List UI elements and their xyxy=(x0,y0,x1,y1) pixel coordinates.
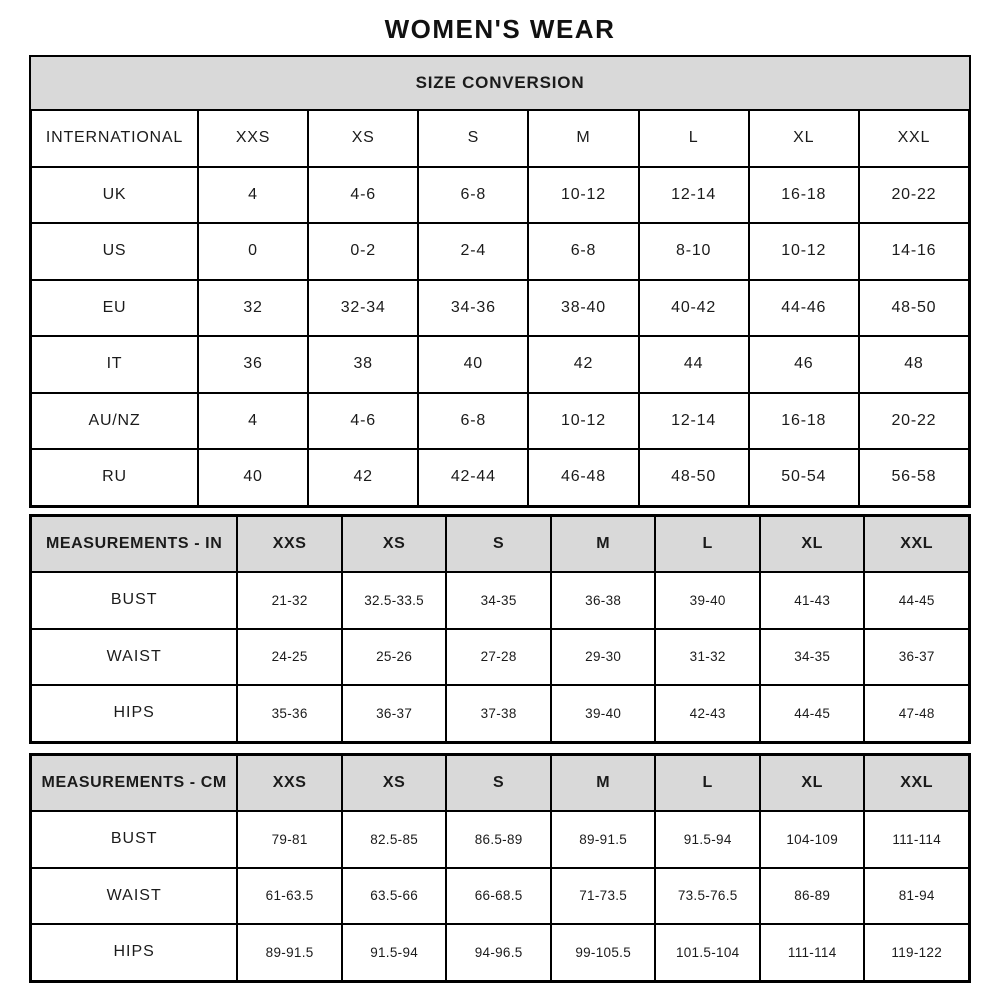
table-cell: 16-18 xyxy=(749,393,859,450)
column-header: M xyxy=(551,516,656,573)
table-cell: 25-26 xyxy=(342,629,447,686)
row-label: RU xyxy=(31,449,198,506)
table-cell: 2-4 xyxy=(418,223,528,280)
table-cell: 99-105.5 xyxy=(551,924,656,981)
table-cell: 37-38 xyxy=(446,685,551,742)
table-cell: 32-34 xyxy=(308,280,418,337)
table-cell: 66-68.5 xyxy=(446,868,551,925)
column-header: XXL xyxy=(864,755,969,812)
table-cell: 42 xyxy=(528,336,638,393)
measurements-cm-table xyxy=(29,753,971,983)
column-header: INTERNATIONAL xyxy=(31,110,198,167)
table-header-row xyxy=(31,755,969,812)
table-cell: 46 xyxy=(749,336,859,393)
table-cell: 44 xyxy=(639,336,749,393)
table-cell: 4 xyxy=(198,393,308,450)
table-cell: 39-40 xyxy=(655,572,760,629)
table-row xyxy=(31,280,969,337)
table-cell: 44-45 xyxy=(760,685,865,742)
table-row xyxy=(31,336,969,393)
column-header: XL xyxy=(760,516,865,573)
column-header: XS xyxy=(342,516,447,573)
table-row xyxy=(31,223,969,280)
table-cell: 89-91.5 xyxy=(237,924,342,981)
table-cell: 40 xyxy=(418,336,528,393)
table-cell: 10-12 xyxy=(749,223,859,280)
column-header: XL xyxy=(749,110,859,167)
table-cell: 48-50 xyxy=(639,449,749,506)
table-cell: 42-43 xyxy=(655,685,760,742)
column-header: S xyxy=(446,516,551,573)
column-header: M xyxy=(528,110,638,167)
table-cell: 4-6 xyxy=(308,393,418,450)
table-row xyxy=(31,572,969,629)
column-header: XXS xyxy=(198,110,308,167)
table-row xyxy=(31,868,969,925)
table-cell: 91.5-94 xyxy=(342,924,447,981)
column-header: XXS xyxy=(237,516,342,573)
table-cell: 73.5-76.5 xyxy=(655,868,760,925)
table-cell: 82.5-85 xyxy=(342,811,447,868)
table-cell: 56-58 xyxy=(859,449,969,506)
table-cell: 16-18 xyxy=(749,167,859,224)
table-cell: 32.5-33.5 xyxy=(342,572,447,629)
table-cell: 61-63.5 xyxy=(237,868,342,925)
table-cell: 50-54 xyxy=(749,449,859,506)
table-cell: 101.5-104 xyxy=(655,924,760,981)
column-header: L xyxy=(655,516,760,573)
table-cell: 81-94 xyxy=(864,868,969,925)
table-cell: 47-48 xyxy=(864,685,969,742)
table-cell: 104-109 xyxy=(760,811,865,868)
measurements-in-table xyxy=(29,514,971,744)
table-cell: 21-32 xyxy=(237,572,342,629)
table-cell: 12-14 xyxy=(639,393,749,450)
table-cell: 41-43 xyxy=(760,572,865,629)
table-row xyxy=(31,449,969,506)
page-title: WOMEN'S WEAR xyxy=(384,14,616,44)
table-cell: 34-35 xyxy=(446,572,551,629)
row-label: HIPS xyxy=(31,924,237,981)
table-cell: 4 xyxy=(198,167,308,224)
column-header: XS xyxy=(308,110,418,167)
table-cell: 86.5-89 xyxy=(446,811,551,868)
table-cell: 46-48 xyxy=(528,449,638,506)
table-cell: 48-50 xyxy=(859,280,969,337)
column-header: S xyxy=(446,755,551,812)
table-cell: 36 xyxy=(198,336,308,393)
column-header: XL xyxy=(760,755,865,812)
table-cell: 36-37 xyxy=(864,629,969,686)
column-header: XS xyxy=(342,755,447,812)
table-cell: 38-40 xyxy=(528,280,638,337)
table-cell: 89-91.5 xyxy=(551,811,656,868)
table-cell: 6-8 xyxy=(528,223,638,280)
table-cell: 0 xyxy=(198,223,308,280)
table-cell: 36-37 xyxy=(342,685,447,742)
table-cell: 42-44 xyxy=(418,449,528,506)
table-cell: 44-46 xyxy=(749,280,859,337)
table-row xyxy=(31,924,969,981)
table-cell: 4-6 xyxy=(308,167,418,224)
table-cell: 42 xyxy=(308,449,418,506)
table-cell: 34-35 xyxy=(760,629,865,686)
row-label: IT xyxy=(31,336,198,393)
table-cell: 71-73.5 xyxy=(551,868,656,925)
table-cell: 36-38 xyxy=(551,572,656,629)
table-cell: 20-22 xyxy=(859,393,969,450)
table-cell: 38 xyxy=(308,336,418,393)
table-banner: SIZE CONVERSION xyxy=(31,57,969,110)
table-cell: 119-122 xyxy=(864,924,969,981)
table-cell: 34-36 xyxy=(418,280,528,337)
table-cell: 32 xyxy=(198,280,308,337)
table-cell: 10-12 xyxy=(528,393,638,450)
column-header: MEASUREMENTS - CM xyxy=(31,755,237,812)
column-header: XXL xyxy=(864,516,969,573)
table-cell: 14-16 xyxy=(859,223,969,280)
table-cell: 20-22 xyxy=(859,167,969,224)
table-cell: 12-14 xyxy=(639,167,749,224)
table-row xyxy=(31,811,969,868)
column-header: XXL xyxy=(859,110,969,167)
table-cell: 111-114 xyxy=(760,924,865,981)
table-cell: 8-10 xyxy=(639,223,749,280)
table-cell: 111-114 xyxy=(864,811,969,868)
table-cell: 27-28 xyxy=(446,629,551,686)
table-cell: 35-36 xyxy=(237,685,342,742)
row-label: WAIST xyxy=(31,868,237,925)
table-cell: 63.5-66 xyxy=(342,868,447,925)
column-header: L xyxy=(639,110,749,167)
row-label: UK xyxy=(31,167,198,224)
table-cell: 0-2 xyxy=(308,223,418,280)
table-row xyxy=(31,685,969,742)
table-cell: 39-40 xyxy=(551,685,656,742)
column-header: XXS xyxy=(237,755,342,812)
table-cell: 91.5-94 xyxy=(655,811,760,868)
table-cell: 29-30 xyxy=(551,629,656,686)
row-label: AU/NZ xyxy=(31,393,198,450)
table-cell: 6-8 xyxy=(418,393,528,450)
column-header: MEASUREMENTS - IN xyxy=(31,516,237,573)
table-cell: 44-45 xyxy=(864,572,969,629)
row-label: US xyxy=(31,223,198,280)
table-row xyxy=(31,167,969,224)
column-header: M xyxy=(551,755,656,812)
table-cell: 48 xyxy=(859,336,969,393)
row-label: HIPS xyxy=(31,685,237,742)
table-cell: 40-42 xyxy=(639,280,749,337)
row-label: BUST xyxy=(31,572,237,629)
column-header: L xyxy=(655,755,760,812)
row-label: EU xyxy=(31,280,198,337)
table-row xyxy=(31,393,969,450)
table-cell: 6-8 xyxy=(418,167,528,224)
size-conversion-table xyxy=(29,55,971,508)
table-cell: 24-25 xyxy=(237,629,342,686)
table-cell: 94-96.5 xyxy=(446,924,551,981)
column-header: S xyxy=(418,110,528,167)
table-header-row xyxy=(31,516,969,573)
table-cell: 31-32 xyxy=(655,629,760,686)
row-label: BUST xyxy=(31,811,237,868)
row-label: WAIST xyxy=(31,629,237,686)
table-header-row xyxy=(31,110,969,167)
table-cell: 10-12 xyxy=(528,167,638,224)
table-cell: 86-89 xyxy=(760,868,865,925)
table-cell: 40 xyxy=(198,449,308,506)
table-row xyxy=(31,629,969,686)
table-cell: 79-81 xyxy=(237,811,342,868)
